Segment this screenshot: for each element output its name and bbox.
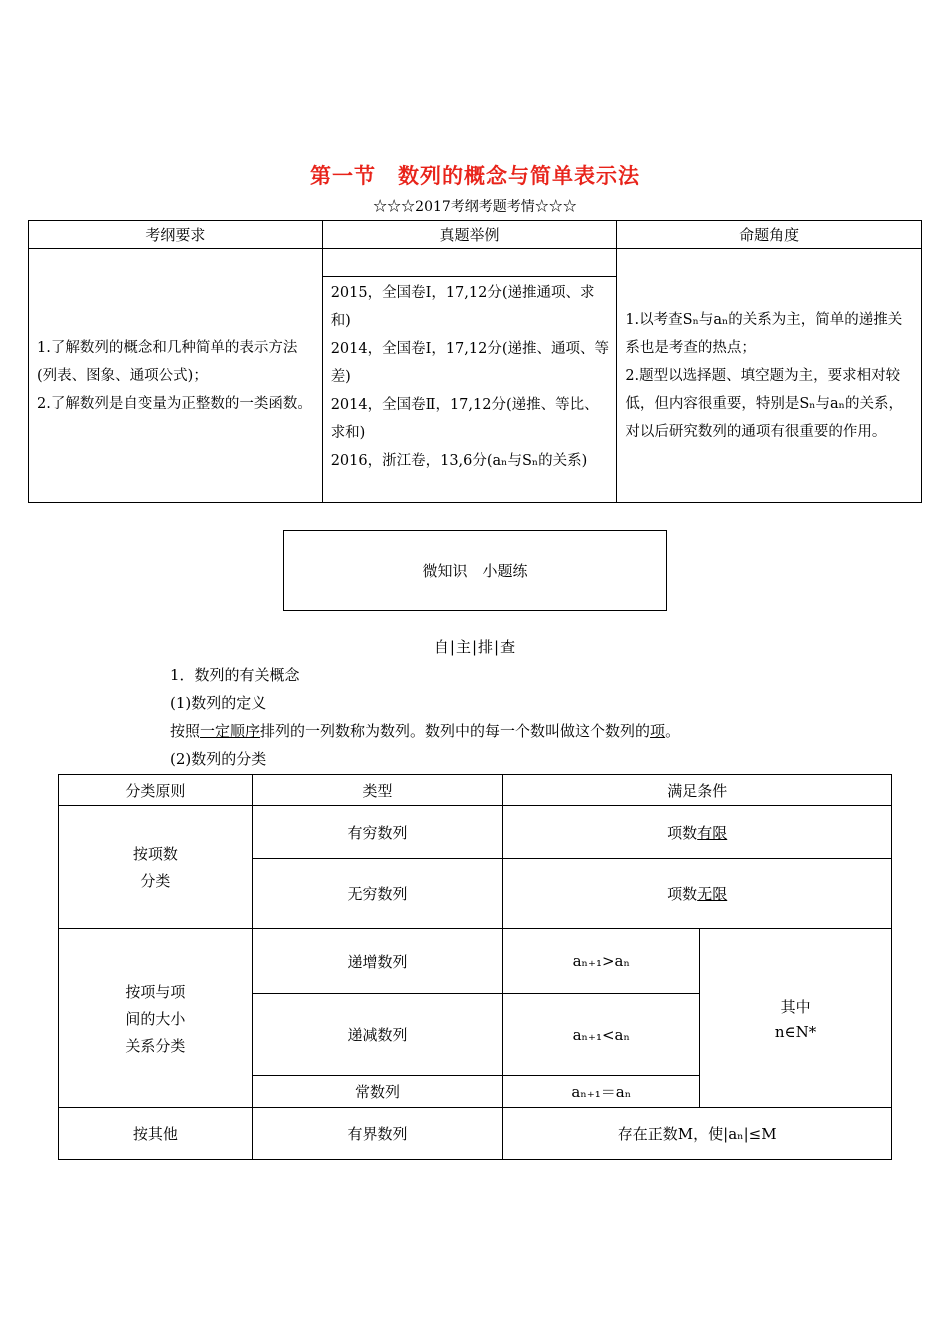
page-title: 第一节 数列的概念与简单表示法 (310, 163, 640, 188)
classification-heading: (2)数列的分类 (170, 750, 267, 768)
angle-2: 2.题型以选择题、填空题为主，要求相对较低，但内容很重要，特别是Sₙ与aₙ的关系，对以后研究数列的通项有很重要的作用。 (625, 367, 903, 440)
header-examples: 真题举例 (322, 221, 617, 249)
def-end: 。 (665, 722, 681, 740)
requirements-cell (29, 249, 323, 503)
cond-finite: 项数有限 (503, 806, 892, 859)
exam-subtitle: ☆☆☆2017考纲考题考情☆☆☆ (373, 199, 577, 215)
examples-cell (322, 249, 617, 503)
def-middle: 排列的一列数称为数列。数列中的每一个数叫做这个数列的 (260, 722, 651, 740)
classification-table (58, 774, 892, 1160)
concept-heading: 1．数列的有关概念 (170, 666, 300, 684)
requirement-1: 1.了解数列的概念和几种简单的表示方法(列表、图象、通项公式)； (37, 339, 298, 384)
type-constant: 常数列 (252, 1076, 503, 1108)
principle-by-count: 按项数 分类 (59, 806, 253, 929)
type-decreasing: 递减数列 (252, 994, 503, 1076)
header-principle: 分类原则 (59, 775, 253, 806)
principle-by-other: 按其他 (59, 1108, 253, 1160)
angles-cell (617, 249, 922, 503)
cond-infinite: 项数无限 (503, 859, 892, 929)
cond-constant: aₙ₊₁＝aₙ (503, 1076, 700, 1108)
header-type: 类型 (252, 775, 503, 806)
principle-by-relation: 按项与项 间的大小 关系分类 (59, 929, 253, 1108)
def-underline-order: 一定顺序 (200, 722, 261, 740)
type-finite: 有穷数列 (252, 806, 503, 859)
relation-note: 其中 n∈N* (700, 929, 892, 1108)
definition-heading: (1)数列的定义 (170, 694, 267, 712)
def-prefix: 按照 (170, 722, 201, 740)
cond-bounded: 存在正数M，使|aₙ|≤M (503, 1108, 892, 1160)
type-increasing: 递增数列 (252, 929, 503, 994)
def-term: 项 (650, 722, 666, 740)
header-requirements: 考纲要求 (29, 221, 323, 249)
definition-text (170, 720, 680, 741)
angle-1: 1.以考查Sₙ与aₙ的关系为主，简单的递推关系也是考查的热点； (625, 311, 903, 356)
example-2014-2: 2014，全国卷Ⅱ，17,12分(递推、等比、求和) (330, 397, 599, 441)
example-2016: 2016，浙江卷，13,6分(aₙ与Sₙ的关系) (330, 453, 588, 469)
section-header: 自|主|排|查 (433, 638, 517, 656)
requirement-2: 2.了解数列是自变量为正整数的一类函数。 (37, 395, 312, 412)
exam-outline-table (28, 220, 922, 503)
header-condition: 满足条件 (503, 775, 892, 806)
cond-increasing: aₙ₊₁>aₙ (503, 929, 700, 994)
type-bounded: 有界数列 (252, 1108, 503, 1160)
example-2014-1: 2014，全国卷Ⅰ，17,12分(递推、通项、等差) (330, 341, 609, 385)
cond-decreasing: aₙ₊₁<aₙ (503, 994, 700, 1076)
header-angles: 命题角度 (617, 221, 922, 249)
type-infinite: 无穷数列 (252, 859, 503, 929)
micro-knowledge-box: 微知识 小题练 (283, 530, 667, 611)
example-2015: 2015，全国卷Ⅰ，17,12分(递推通项、求和) (330, 285, 595, 329)
